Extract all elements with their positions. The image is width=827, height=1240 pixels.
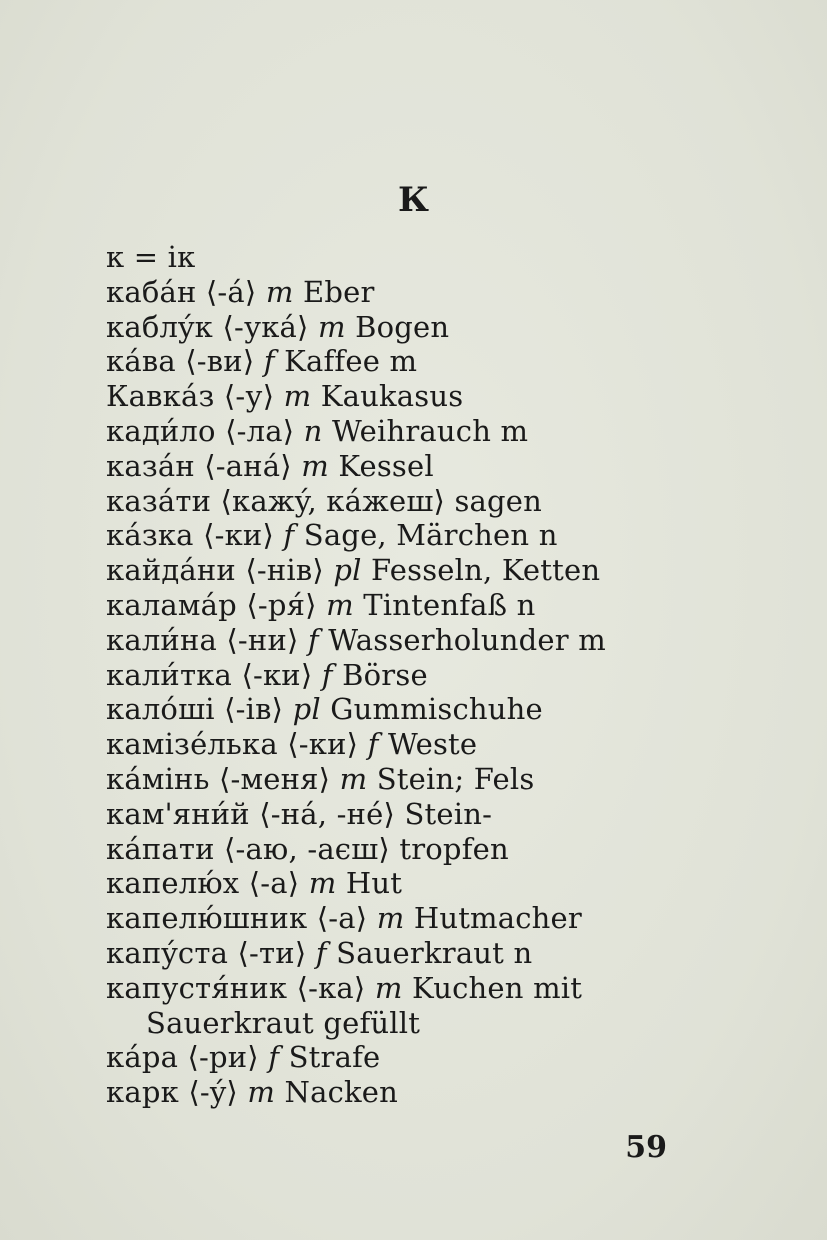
entry-inflection: ⟨-ý⟩: [188, 1075, 238, 1110]
dictionary-entry: [106, 971, 706, 1006]
entry-headword: кам'яни́й: [106, 796, 250, 831]
dictionary-entry: [106, 449, 706, 484]
entry-translation: Fesseln, Ketten: [371, 553, 601, 588]
entry-grammar: m: [283, 379, 312, 414]
dictionary-entry: [106, 1075, 706, 1110]
entry-inflection: ⟨кажý, кáжеш⟩: [220, 483, 446, 518]
dictionary-entry: [106, 484, 706, 519]
entry-grammar: m: [247, 1075, 276, 1110]
entry-grammar: f: [283, 518, 295, 553]
entry-headword: кали́на: [106, 622, 217, 657]
entry-translation: Stein-: [404, 796, 493, 831]
entry-translation: Kuchen mit: [411, 970, 583, 1005]
entry-inflection: ⟨-ки⟩: [203, 518, 274, 553]
entry-inflection: ⟨-ви⟩: [185, 344, 255, 379]
entry-inflection: ⟨-ри⟩: [187, 1040, 259, 1075]
dictionary-entry: [106, 658, 706, 693]
dictionary-entry: [106, 553, 706, 588]
dictionary-entry: [106, 623, 706, 658]
dictionary-entry-continuation: [106, 1006, 706, 1041]
dictionary-entry: [106, 310, 706, 345]
entry-inflection: ⟨-нá, -нé⟩: [259, 796, 396, 831]
entry-headword: капустя́ник: [106, 970, 288, 1005]
entry-translation: Wasserholunder m: [328, 622, 606, 657]
entry-translation: Hutmacher: [413, 901, 582, 936]
entry-inflection: ⟨-меня⟩: [219, 761, 331, 796]
entry-grammar: f: [268, 1040, 280, 1075]
entry-headword: калóші: [106, 692, 215, 727]
entry-headword: кáва: [106, 344, 176, 379]
entry-translation: Nacken: [284, 1075, 399, 1110]
entry-headword: кáмінь: [106, 761, 210, 796]
entry-inflection: ⟨-а⟩: [316, 901, 368, 936]
entry-grammar: f: [315, 935, 327, 970]
entry-translation: tropfen: [399, 831, 509, 866]
dictionary-entry: [106, 727, 706, 762]
entry-list: [106, 240, 706, 1110]
entry-grammar: m: [265, 274, 294, 309]
entry-grammar: f: [307, 622, 319, 657]
entry-grammar: m: [326, 587, 354, 622]
dictionary-entry: [106, 762, 706, 797]
dictionary-entry: [106, 936, 706, 971]
dictionary-entry: [106, 588, 706, 623]
entry-headword: карк: [106, 1075, 179, 1110]
entry-headword: кáра: [106, 1040, 179, 1075]
entry-grammar: f: [321, 657, 333, 692]
entry-grammar: m: [308, 866, 337, 901]
entry-grammar: pl: [292, 692, 321, 727]
entry-translation: Strafe: [288, 1040, 381, 1075]
entry-grammar: f: [263, 344, 275, 379]
entry-translation: Tintenfaß n: [363, 587, 536, 622]
dictionary-entry: [106, 692, 706, 727]
entry-translation: Kessel: [338, 448, 434, 483]
entry-inflection: ⟨-а⟩: [248, 866, 300, 901]
entry-inflection: ⟨-ти⟩: [237, 935, 307, 970]
entry-inflection: ⟨-укá⟩: [222, 309, 309, 344]
entry-headword: казáти: [106, 483, 212, 518]
entry-inflection: ⟨-анá⟩: [204, 448, 292, 483]
dictionary-entry: [106, 797, 706, 832]
entry-inflection: ⟨-ки⟩: [287, 727, 359, 762]
letter-heading: К: [398, 180, 429, 220]
entry-translation: Hut: [345, 866, 403, 901]
dictionary-entry: [106, 866, 706, 901]
entry-headword: каламáр: [106, 587, 237, 622]
entry-inflection: ⟨-ка⟩: [296, 970, 366, 1005]
entry-translation: Börse: [342, 657, 428, 692]
dictionary-entry: [106, 275, 706, 310]
entry-translation: Weihrauch m: [331, 413, 529, 448]
entry-headword: капелю́шник: [106, 901, 308, 936]
dictionary-entry: [106, 379, 706, 414]
entry-headword: кáзка: [106, 518, 194, 553]
dictionary-entry: [106, 414, 706, 449]
entry-translation: Sauerkraut gefüllt: [146, 1005, 421, 1040]
entry-headword: кáпати: [106, 831, 215, 866]
entry-translation: Kaffee m: [284, 344, 418, 379]
entry-headword: капýста: [106, 935, 229, 970]
entry-translation: Eber: [303, 274, 375, 309]
dictionary-entry: [106, 901, 706, 936]
entry-headword: к = ік: [106, 240, 196, 274]
entry-translation: Kaukasus: [320, 379, 464, 414]
entry-inflection: ⟨-нів⟩: [245, 553, 324, 588]
entry-grammar: pl: [333, 553, 362, 588]
entry-inflection: ⟨-ря́⟩: [246, 587, 317, 622]
dictionary-entry: [106, 832, 706, 867]
entry-grammar: m: [301, 448, 329, 483]
entry-translation: Stein; Fels: [376, 761, 535, 796]
entry-grammar: f: [367, 727, 379, 762]
dictionary-entry: [106, 1040, 706, 1075]
entry-grammar: n: [303, 413, 323, 448]
page-number: 59: [625, 1130, 667, 1165]
entry-headword: камізéлька: [106, 727, 278, 762]
entry-inflection: ⟨-аю, -аєш⟩: [224, 831, 390, 866]
entry-headword: кайдáни: [106, 553, 236, 588]
entry-headword: капелю́х: [106, 866, 240, 901]
entry-grammar: m: [317, 309, 346, 344]
entry-grammar: m: [374, 970, 403, 1005]
entry-headword: Кавкáз: [106, 379, 215, 414]
entry-headword: каблýк: [106, 309, 214, 344]
entry-inflection: ⟨-у⟩: [223, 379, 275, 414]
entry-inflection: ⟨-ки⟩: [241, 657, 313, 692]
entry-translation: Sage, Märchen n: [303, 518, 558, 553]
entry-headword: кабáн: [106, 274, 197, 309]
entry-grammar: m: [339, 761, 368, 796]
entry-translation: Gummischuhe: [330, 692, 543, 727]
entry-headword: кади́ло: [106, 413, 216, 448]
entry-inflection: ⟨-ни⟩: [226, 622, 299, 657]
dictionary-entry: [106, 518, 706, 553]
entry-headword: кали́тка: [106, 657, 233, 692]
entry-inflection: ⟨-á⟩: [205, 274, 257, 309]
entry-translation: Weste: [387, 727, 478, 762]
entry-grammar: m: [376, 901, 405, 936]
entry-translation: Bogen: [355, 309, 450, 344]
dictionary-entry: [106, 344, 706, 379]
entry-inflection: ⟨-ла⟩: [225, 413, 295, 448]
entry-translation: sagen: [454, 483, 543, 518]
entry-translation: Sauerkraut n: [336, 935, 533, 970]
dictionary-entry: [106, 240, 706, 275]
entry-inflection: ⟨-ів⟩: [224, 692, 284, 727]
entry-headword: казáн: [106, 448, 195, 483]
